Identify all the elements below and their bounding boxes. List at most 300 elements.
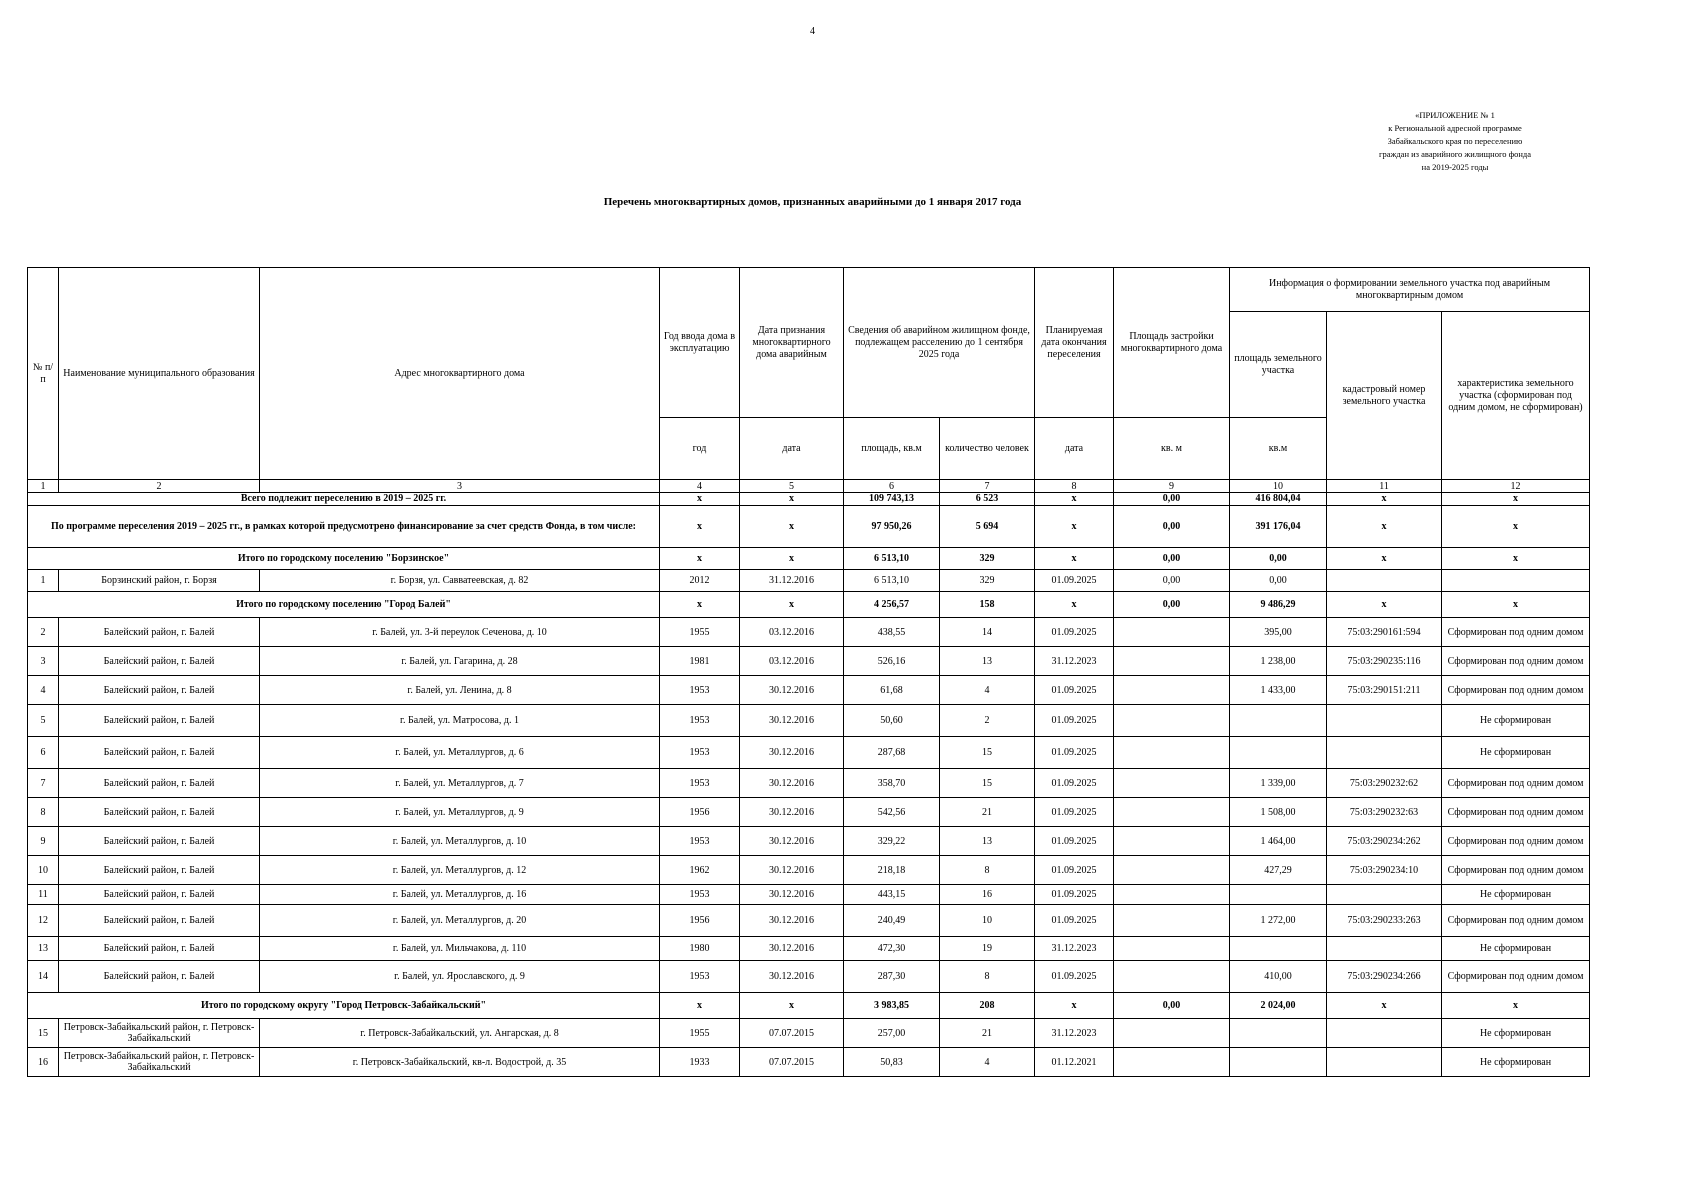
row-planned-date: 01.09.2025 [1035, 705, 1114, 737]
row-characteristic: Сформирован под одним домом [1442, 827, 1590, 856]
row-built-area [1114, 905, 1230, 937]
summary-planned: x [1035, 548, 1114, 570]
appendix-block [1340, 109, 1570, 174]
summary-year: x [660, 493, 740, 506]
row-year-built: 1956 [660, 905, 740, 937]
row-characteristic: Не сформирован [1442, 885, 1590, 905]
row-address: г. Балей, ул. Матросова, д. 1 [260, 705, 660, 737]
row-land-area: 0,00 [1230, 570, 1327, 592]
row-land-area [1230, 1019, 1327, 1048]
row-built-area [1114, 737, 1230, 769]
table-row [28, 961, 1590, 993]
summary-characteristic: x [1442, 993, 1590, 1019]
column-index: 4 [660, 480, 740, 493]
row-date-emergency: 03.12.2016 [740, 618, 844, 647]
summary-area: 109 743,13 [844, 493, 940, 506]
row-address: г. Балей, ул. Мильчакова, д. 110 [260, 937, 660, 961]
summary-date: x [740, 592, 844, 618]
row-planned-date: 01.09.2025 [1035, 676, 1114, 705]
row-address: г. Петровск-Забайкальский, кв-л. Водострой, д. 35 [260, 1048, 660, 1077]
row-people: 21 [940, 798, 1035, 827]
row-municipality: Балейский район, г. Балей [59, 798, 260, 827]
summary-people: 208 [940, 993, 1035, 1019]
row-address: г. Балей, ул. Металлургов, д. 10 [260, 827, 660, 856]
row-land-area: 1 464,00 [1230, 827, 1327, 856]
table-row [28, 676, 1590, 705]
row-area: 218,18 [844, 856, 940, 885]
row-cadastral: 75:03:290161:594 [1327, 618, 1442, 647]
row-land-area [1230, 937, 1327, 961]
row-address: г. Петровск-Забайкальский, ул. Ангарская, д. 8 [260, 1019, 660, 1048]
row-year-built: 1981 [660, 647, 740, 676]
row-people: 2 [940, 705, 1035, 737]
summary-label: Итого по городскому округу "Город Петровск-Забайкальский" [28, 993, 660, 1019]
summary-land-area: 416 804,04 [1230, 493, 1327, 506]
row-cadastral [1327, 1019, 1442, 1048]
row-cadastral [1327, 885, 1442, 905]
unit-built-area: кв. м [1114, 418, 1230, 480]
row-area: 526,16 [844, 647, 940, 676]
summary-people: 5 694 [940, 506, 1035, 548]
document-title: Перечень многоквартирных домов, признанных аварийными до 1 января 2017 года [603, 196, 1022, 208]
row-date-emergency: 30.12.2016 [740, 676, 844, 705]
row-number: 15 [28, 1019, 59, 1048]
row-municipality: Балейский район, г. Балей [59, 827, 260, 856]
column-index: 2 [59, 480, 260, 493]
row-year-built: 1953 [660, 827, 740, 856]
summary-land-area: 391 176,04 [1230, 506, 1327, 548]
summary-row [28, 592, 1590, 618]
row-people: 8 [940, 961, 1035, 993]
row-built-area [1114, 1048, 1230, 1077]
row-municipality: Балейский район, г. Балей [59, 737, 260, 769]
row-land-area: 1 339,00 [1230, 769, 1327, 798]
row-area: 438,55 [844, 618, 940, 647]
row-cadastral: 75:03:290233:263 [1327, 905, 1442, 937]
row-planned-date: 01.09.2025 [1035, 737, 1114, 769]
summary-characteristic: x [1442, 592, 1590, 618]
row-area: 358,70 [844, 769, 940, 798]
row-characteristic [1442, 570, 1590, 592]
summary-row [28, 493, 1590, 506]
row-municipality: Балейский район, г. Балей [59, 676, 260, 705]
table-row [28, 647, 1590, 676]
row-planned-date: 01.12.2021 [1035, 1048, 1114, 1077]
column-index: 8 [1035, 480, 1114, 493]
column-index: 6 [844, 480, 940, 493]
row-date-emergency: 30.12.2016 [740, 937, 844, 961]
summary-date: x [740, 493, 844, 506]
row-number: 12 [28, 905, 59, 937]
row-address: г. Балей, ул. Металлургов, д. 20 [260, 905, 660, 937]
row-planned-date: 01.09.2025 [1035, 769, 1114, 798]
summary-characteristic: x [1442, 548, 1590, 570]
summary-built-area: 0,00 [1114, 548, 1230, 570]
table-row [28, 905, 1590, 937]
unit-date: дата [740, 418, 844, 480]
page-number: 4 [810, 26, 815, 37]
table-row [28, 856, 1590, 885]
summary-planned: x [1035, 493, 1114, 506]
summary-cadastral: x [1327, 993, 1442, 1019]
row-address: г. Балей, ул. Гагарина, д. 28 [260, 647, 660, 676]
table-row [28, 618, 1590, 647]
summary-characteristic: x [1442, 506, 1590, 548]
summary-date: x [740, 993, 844, 1019]
row-characteristic: Не сформирован [1442, 705, 1590, 737]
header-built-area: Площадь застройки многоквартирного дома [1114, 268, 1230, 418]
row-year-built: 1953 [660, 676, 740, 705]
appendix-line: «ПРИЛОЖЕНИЕ № 1 [1415, 110, 1495, 120]
row-cadastral [1327, 937, 1442, 961]
row-municipality: Балейский район, г. Балей [59, 705, 260, 737]
row-address: г. Балей, ул. Металлургов, д. 7 [260, 769, 660, 798]
row-people: 4 [940, 676, 1035, 705]
row-people: 13 [940, 647, 1035, 676]
row-people: 15 [940, 769, 1035, 798]
row-date-emergency: 31.12.2016 [740, 570, 844, 592]
row-municipality: Балейский район, г. Балей [59, 961, 260, 993]
summary-planned: x [1035, 993, 1114, 1019]
summary-land-area: 2 024,00 [1230, 993, 1327, 1019]
row-characteristic: Сформирован под одним домом [1442, 676, 1590, 705]
row-date-emergency: 30.12.2016 [740, 769, 844, 798]
row-area: 443,15 [844, 885, 940, 905]
row-planned-date: 01.09.2025 [1035, 618, 1114, 647]
row-cadastral: 75:03:290234:10 [1327, 856, 1442, 885]
row-year-built: 1962 [660, 856, 740, 885]
row-number: 8 [28, 798, 59, 827]
row-area: 287,30 [844, 961, 940, 993]
row-cadastral: 75:03:290232:63 [1327, 798, 1442, 827]
row-people: 8 [940, 856, 1035, 885]
row-number: 13 [28, 937, 59, 961]
row-characteristic: Сформирован под одним домом [1442, 905, 1590, 937]
summary-planned: x [1035, 592, 1114, 618]
summary-area: 4 256,57 [844, 592, 940, 618]
summary-cadastral: x [1327, 493, 1442, 506]
row-year-built: 1955 [660, 618, 740, 647]
row-number: 16 [28, 1048, 59, 1077]
row-address: г. Балей, ул. Ленина, д. 8 [260, 676, 660, 705]
row-year-built: 1955 [660, 1019, 740, 1048]
row-built-area [1114, 937, 1230, 961]
row-people: 4 [940, 1048, 1035, 1077]
row-characteristic: Сформирован под одним домом [1442, 618, 1590, 647]
row-municipality: Борзинский район, г. Борзя [59, 570, 260, 592]
row-land-area: 1 272,00 [1230, 905, 1327, 937]
row-area: 287,68 [844, 737, 940, 769]
row-year-built: 1953 [660, 705, 740, 737]
header-address: Адрес многоквартирного дома [260, 268, 660, 480]
summary-year: x [660, 548, 740, 570]
header-cadastral: кадастровый номер земельного участка [1327, 312, 1442, 480]
row-date-emergency: 30.12.2016 [740, 856, 844, 885]
column-index: 9 [1114, 480, 1230, 493]
row-planned-date: 31.12.2023 [1035, 647, 1114, 676]
summary-cadastral: x [1327, 548, 1442, 570]
summary-area: 6 513,10 [844, 548, 940, 570]
row-cadastral: 75:03:290235:116 [1327, 647, 1442, 676]
summary-row [28, 506, 1590, 548]
row-planned-date: 31.12.2023 [1035, 937, 1114, 961]
row-area: 329,22 [844, 827, 940, 856]
summary-planned: x [1035, 506, 1114, 548]
row-number: 11 [28, 885, 59, 905]
row-planned-date: 01.09.2025 [1035, 961, 1114, 993]
unit-planned-date: дата [1035, 418, 1114, 480]
row-land-area [1230, 705, 1327, 737]
appendix-line: на 2019-2025 годы [1421, 162, 1489, 172]
row-land-area [1230, 1048, 1327, 1077]
row-land-area: 427,29 [1230, 856, 1327, 885]
row-characteristic: Не сформирован [1442, 1019, 1590, 1048]
row-year-built: 1953 [660, 737, 740, 769]
column-index: 11 [1327, 480, 1442, 493]
row-land-area [1230, 885, 1327, 905]
table-row [28, 1019, 1590, 1048]
row-address: г. Балей, ул. Металлургов, д. 6 [260, 737, 660, 769]
row-land-area: 1 508,00 [1230, 798, 1327, 827]
row-planned-date: 01.09.2025 [1035, 905, 1114, 937]
row-characteristic: Сформирован под одним домом [1442, 798, 1590, 827]
row-planned-date: 31.12.2023 [1035, 1019, 1114, 1048]
row-cadastral [1327, 705, 1442, 737]
row-people: 14 [940, 618, 1035, 647]
row-date-emergency: 30.12.2016 [740, 905, 844, 937]
row-municipality: Балейский район, г. Балей [59, 905, 260, 937]
column-index: 3 [260, 480, 660, 493]
summary-people: 158 [940, 592, 1035, 618]
row-municipality: Петровск-Забайкальский район, г. Петровск-Забайкальский [59, 1048, 260, 1077]
column-index: 1 [28, 480, 59, 493]
unit-land-area: кв.м [1230, 418, 1327, 480]
row-characteristic: Сформирован под одним домом [1442, 961, 1590, 993]
row-number: 6 [28, 737, 59, 769]
row-address: г. Балей, ул. 3-й переулок Сеченова, д. 10 [260, 618, 660, 647]
table-row [28, 705, 1590, 737]
column-index: 7 [940, 480, 1035, 493]
column-index: 5 [740, 480, 844, 493]
row-people: 15 [940, 737, 1035, 769]
row-cadastral: 75:03:290234:262 [1327, 827, 1442, 856]
row-land-area: 1 238,00 [1230, 647, 1327, 676]
row-date-emergency: 30.12.2016 [740, 737, 844, 769]
row-municipality: Балейский район, г. Балей [59, 937, 260, 961]
row-characteristic: Не сформирован [1442, 1048, 1590, 1077]
row-people: 329 [940, 570, 1035, 592]
row-date-emergency: 30.12.2016 [740, 885, 844, 905]
row-municipality: Балейский район, г. Балей [59, 885, 260, 905]
row-number: 3 [28, 647, 59, 676]
table-row [28, 737, 1590, 769]
summary-label: Всего подлежит переселению в 2019 – 2025 гг. [28, 493, 660, 506]
row-built-area [1114, 647, 1230, 676]
row-number: 5 [28, 705, 59, 737]
summary-row [28, 548, 1590, 570]
column-index: 10 [1230, 480, 1327, 493]
row-year-built: 2012 [660, 570, 740, 592]
row-area: 257,00 [844, 1019, 940, 1048]
row-municipality: Петровск-Забайкальский район, г. Петровск-Забайкальский [59, 1019, 260, 1048]
header-num: № п/п [28, 268, 59, 480]
row-planned-date: 01.09.2025 [1035, 798, 1114, 827]
row-year-built: 1953 [660, 769, 740, 798]
summary-year: x [660, 506, 740, 548]
header-land-info: Информация о формировании земельного участка под аварийным многоквартирным домом [1230, 268, 1590, 312]
appendix-line: Забайкальского края по переселению [1387, 136, 1523, 146]
row-built-area [1114, 961, 1230, 993]
row-cadastral [1327, 737, 1442, 769]
row-built-area [1114, 705, 1230, 737]
row-planned-date: 01.09.2025 [1035, 885, 1114, 905]
row-built-area [1114, 769, 1230, 798]
row-built-area [1114, 1019, 1230, 1048]
row-people: 13 [940, 827, 1035, 856]
summary-area: 3 983,85 [844, 993, 940, 1019]
row-address: г. Балей, ул. Металлургов, д. 9 [260, 798, 660, 827]
row-people: 19 [940, 937, 1035, 961]
row-land-area: 410,00 [1230, 961, 1327, 993]
summary-people: 6 523 [940, 493, 1035, 506]
row-built-area [1114, 798, 1230, 827]
table-row [28, 1048, 1590, 1077]
summary-built-area: 0,00 [1114, 493, 1230, 506]
row-planned-date: 01.09.2025 [1035, 856, 1114, 885]
row-cadastral [1327, 570, 1442, 592]
row-area: 240,49 [844, 905, 940, 937]
header-land-characteristic: характеристика земельного участка (сформирован под одним домом, не сформирован) [1442, 312, 1590, 480]
header-year-built: Год ввода дома в эксплуатацию [660, 268, 740, 418]
row-area: 542,56 [844, 798, 940, 827]
row-cadastral: 75:03:290151:211 [1327, 676, 1442, 705]
row-date-emergency: 07.07.2015 [740, 1048, 844, 1077]
row-year-built: 1933 [660, 1048, 740, 1077]
row-characteristic: Не сформирован [1442, 737, 1590, 769]
row-characteristic: Сформирован под одним домом [1442, 769, 1590, 798]
row-date-emergency: 30.12.2016 [740, 961, 844, 993]
row-area: 50,83 [844, 1048, 940, 1077]
summary-label: По программе переселения 2019 – 2025 гг., в рамках которой предусмотрено финансирование за счет средств Фонда, в том числе: [28, 506, 660, 548]
row-built-area [1114, 676, 1230, 705]
table-body [28, 493, 1590, 1077]
row-date-emergency: 03.12.2016 [740, 647, 844, 676]
row-year-built: 1956 [660, 798, 740, 827]
summary-label: Итого по городскому поселению "Борзинское" [28, 548, 660, 570]
row-cadastral: 75:03:290232:62 [1327, 769, 1442, 798]
header-land-area: площадь земельного участка [1230, 312, 1327, 418]
row-date-emergency: 07.07.2015 [740, 1019, 844, 1048]
summary-characteristic: x [1442, 493, 1590, 506]
row-year-built: 1953 [660, 885, 740, 905]
row-planned-date: 01.09.2025 [1035, 570, 1114, 592]
row-date-emergency: 30.12.2016 [740, 798, 844, 827]
summary-built-area: 0,00 [1114, 592, 1230, 618]
row-cadastral [1327, 1048, 1442, 1077]
summary-land-area: 9 486,29 [1230, 592, 1327, 618]
row-address: г. Балей, ул. Ярославского, д. 9 [260, 961, 660, 993]
row-number: 7 [28, 769, 59, 798]
row-land-area: 1 433,00 [1230, 676, 1327, 705]
table-row [28, 937, 1590, 961]
header-fund-info: Сведения об аварийном жилищном фонде, подлежащем расселению до 1 сентября 2025 года [844, 268, 1035, 418]
row-people: 10 [940, 905, 1035, 937]
unit-area: площадь, кв.м [844, 418, 940, 480]
header-municipality: Наименование муниципального образования [59, 268, 260, 480]
row-people: 16 [940, 885, 1035, 905]
summary-date: x [740, 506, 844, 548]
unit-year: год [660, 418, 740, 480]
row-land-area [1230, 737, 1327, 769]
row-number: 14 [28, 961, 59, 993]
row-number: 9 [28, 827, 59, 856]
row-characteristic: Сформирован под одним домом [1442, 647, 1590, 676]
row-municipality: Балейский район, г. Балей [59, 618, 260, 647]
row-municipality: Балейский район, г. Балей [59, 647, 260, 676]
summary-label: Итого по городскому поселению "Город Балей" [28, 592, 660, 618]
row-characteristic: Сформирован под одним домом [1442, 856, 1590, 885]
summary-cadastral: x [1327, 506, 1442, 548]
row-area: 6 513,10 [844, 570, 940, 592]
row-municipality: Балейский район, г. Балей [59, 856, 260, 885]
row-address: г. Балей, ул. Металлургов, д. 12 [260, 856, 660, 885]
row-date-emergency: 30.12.2016 [740, 827, 844, 856]
summary-built-area: 0,00 [1114, 506, 1230, 548]
row-built-area: 0,00 [1114, 570, 1230, 592]
row-area: 472,30 [844, 937, 940, 961]
registry-table [27, 267, 1590, 1077]
row-number: 10 [28, 856, 59, 885]
table-row [28, 885, 1590, 905]
summary-built-area: 0,00 [1114, 993, 1230, 1019]
summary-date: x [740, 548, 844, 570]
summary-cadastral: x [1327, 592, 1442, 618]
table-row [28, 798, 1590, 827]
appendix-line: к Региональной адресной программе [1388, 123, 1522, 133]
row-area: 61,68 [844, 676, 940, 705]
header-date-emergency: Дата признания многоквартирного дома аварийным [740, 268, 844, 418]
row-built-area [1114, 885, 1230, 905]
summary-year: x [660, 993, 740, 1019]
row-number: 1 [28, 570, 59, 592]
row-built-area [1114, 856, 1230, 885]
row-number: 4 [28, 676, 59, 705]
row-planned-date: 01.09.2025 [1035, 827, 1114, 856]
row-address: г. Балей, ул. Металлургов, д. 16 [260, 885, 660, 905]
summary-row [28, 993, 1590, 1019]
appendix-line: граждан из аварийного жилищного фонда [1378, 149, 1532, 159]
row-area: 50,60 [844, 705, 940, 737]
row-land-area: 395,00 [1230, 618, 1327, 647]
table-row [28, 769, 1590, 798]
row-address: г. Борзя, ул. Савватеевская, д. 82 [260, 570, 660, 592]
summary-people: 329 [940, 548, 1035, 570]
summary-area: 97 950,26 [844, 506, 940, 548]
column-index: 12 [1442, 480, 1590, 493]
row-people: 21 [940, 1019, 1035, 1048]
unit-people: количество человек [940, 418, 1035, 480]
row-cadastral: 75:03:290234:266 [1327, 961, 1442, 993]
table-row [28, 827, 1590, 856]
row-number: 2 [28, 618, 59, 647]
row-date-emergency: 30.12.2016 [740, 705, 844, 737]
row-municipality: Балейский район, г. Балей [59, 769, 260, 798]
row-built-area [1114, 618, 1230, 647]
summary-year: x [660, 592, 740, 618]
row-year-built: 1953 [660, 961, 740, 993]
summary-land-area: 0,00 [1230, 548, 1327, 570]
row-built-area [1114, 827, 1230, 856]
